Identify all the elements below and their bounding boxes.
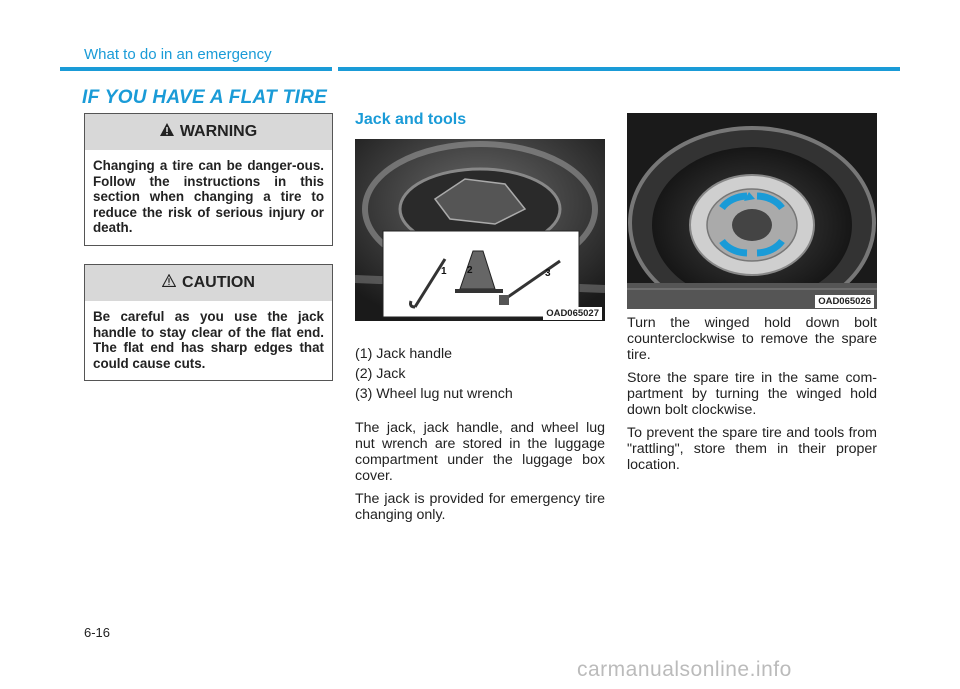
warning-box bbox=[84, 113, 333, 246]
jack-tools-figure bbox=[355, 139, 605, 321]
warning-icon bbox=[160, 123, 174, 141]
caution-header bbox=[85, 265, 332, 301]
caution-label: CAUTION bbox=[182, 274, 255, 291]
caution-icon bbox=[162, 274, 176, 292]
page-title: IF YOU HAVE A FLAT TIRE bbox=[82, 87, 328, 108]
callout-2: 2 bbox=[467, 265, 473, 276]
tool-list bbox=[355, 346, 605, 402]
list-item: (1) Jack handle bbox=[355, 346, 452, 362]
jack-tools-text bbox=[355, 346, 605, 530]
header-rule-right bbox=[338, 67, 900, 71]
storage-paragraph: The jack, jack handle, and wheel lug nut wrench are stored in the luggage compartment under the luggage box cover. bbox=[355, 420, 605, 484]
header-rule-left bbox=[60, 67, 332, 71]
list-item: (2) Jack bbox=[355, 366, 406, 382]
section-title: What to do in an emergency bbox=[84, 46, 272, 63]
list-item: (3) Wheel lug nut wrench bbox=[355, 386, 513, 402]
emergency-paragraph: The jack is provided for emergency tire changing only. bbox=[355, 491, 605, 523]
figure-code-1: OAD065027 bbox=[543, 307, 602, 320]
warning-text: Changing a tire can be danger-ous. Follow the instructions in this section when changing a tire to reduce the risk of serious injury or death. bbox=[93, 158, 324, 235]
remove-paragraph: Turn the winged hold down bolt counterclockwise to remove the spare tire. bbox=[627, 315, 877, 363]
watermark: carmanualsonline.info bbox=[577, 658, 792, 681]
callout-3: 3 bbox=[545, 268, 551, 279]
spare-tire-figure bbox=[627, 113, 877, 309]
callout-1: 1 bbox=[441, 266, 447, 277]
store-paragraph: Store the spare tire in the same com-partment by turning the winged hold down bolt clockwise. bbox=[627, 370, 877, 418]
warning-label: WARNING bbox=[179, 123, 258, 140]
warning-header bbox=[85, 114, 332, 150]
caution-text: Be careful as you use the jack handle to stay clear of the flat end. The flat end has sharp edges that could cause cuts. bbox=[93, 309, 324, 371]
spare-tire-text bbox=[627, 315, 877, 480]
caution-box bbox=[84, 264, 333, 381]
figure-code-2: OAD065026 bbox=[815, 295, 874, 308]
jack-tools-heading: Jack and tools bbox=[355, 111, 467, 128]
page-number: 6-16 bbox=[84, 625, 111, 640]
rattling-paragraph: To prevent the spare tire and tools from "rattling", store them in their proper location. bbox=[627, 425, 877, 473]
